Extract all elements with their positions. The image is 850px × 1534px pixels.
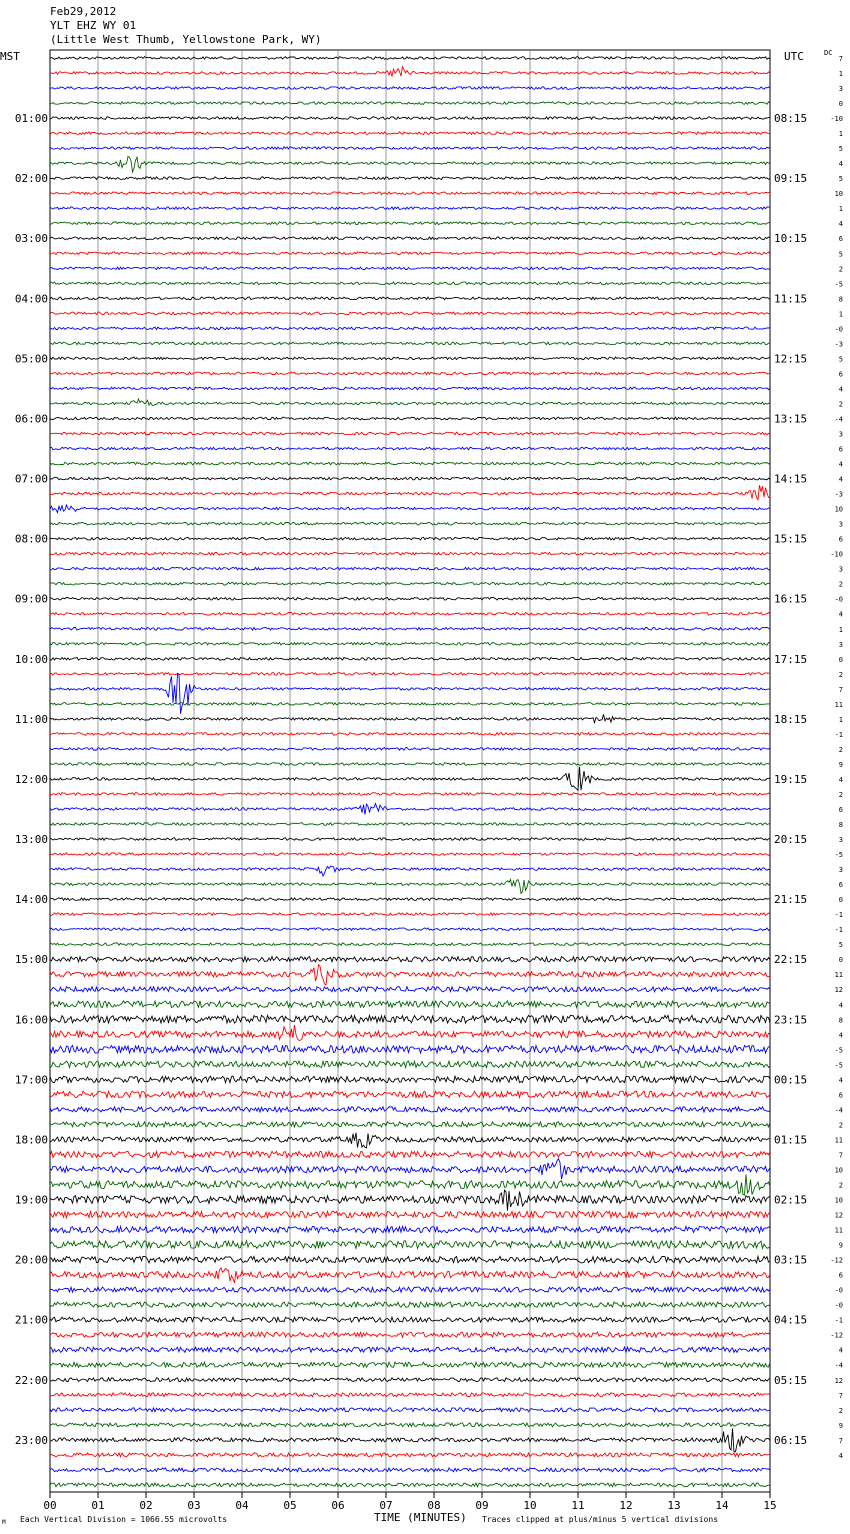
seismic-trace <box>50 102 770 105</box>
hour-label-left: 02:00 <box>14 172 48 186</box>
dc-offset-label: 5 <box>838 941 843 950</box>
seismic-trace <box>50 965 770 985</box>
seismic-trace <box>50 372 770 375</box>
seismic-trace <box>50 1453 770 1457</box>
seismic-trace <box>50 748 770 751</box>
seismic-trace <box>50 628 770 631</box>
seismic-trace <box>50 1175 770 1196</box>
x-axis-label: TIME (MINUTES) <box>374 1511 467 1524</box>
dc-offset-label: 4 <box>838 460 843 469</box>
seismic-trace <box>50 156 770 172</box>
dc-offset-label: 11 <box>834 700 843 709</box>
seismic-trace <box>50 658 770 661</box>
seismic-trace <box>50 643 770 646</box>
seismic-trace <box>50 1332 770 1337</box>
dc-offset-label: 6 <box>838 535 843 544</box>
dc-offset-label: 5 <box>838 355 843 364</box>
seismic-trace <box>50 673 770 676</box>
dc-offset-label: 4 <box>838 475 843 484</box>
seismic-trace <box>50 1256 770 1262</box>
seismic-trace <box>50 1241 770 1249</box>
dc-offset-label: 6 <box>838 235 843 244</box>
seismic-trace <box>50 522 770 525</box>
x-tick-label: 08 <box>427 1499 441 1512</box>
left-timezone-label: MST <box>0 50 20 63</box>
seismic-trace <box>50 1483 770 1487</box>
dc-offset-label: -5 <box>834 280 843 289</box>
seismic-trace <box>50 823 770 826</box>
seismic-trace <box>50 1287 770 1292</box>
x-tick-label: 02 <box>139 1499 153 1512</box>
dc-offset-label: 0 <box>838 956 843 965</box>
right-timezone-label: UTC <box>784 50 804 63</box>
hour-label-left: 20:00 <box>14 1253 48 1267</box>
x-tick-label: 14 <box>715 1499 729 1512</box>
dc-offset-label: 3 <box>838 836 843 845</box>
dc-offset-label: 2 <box>838 1121 843 1130</box>
dc-offset-label: 2 <box>838 745 843 754</box>
hour-label-right: 08:15 <box>774 112 808 126</box>
dc-offset-label: 2 <box>838 790 843 799</box>
seismic-trace <box>50 913 770 916</box>
hour-label-right: 03:15 <box>774 1253 808 1267</box>
dc-offset-label: 5 <box>838 250 843 259</box>
seismic-trace <box>50 1190 770 1210</box>
seismic-trace <box>50 898 770 901</box>
hour-label-left: 10:00 <box>14 652 48 666</box>
seismic-trace <box>50 1107 770 1112</box>
hour-label-right: 00:15 <box>774 1073 808 1087</box>
dc-offset-label: 3 <box>838 866 843 875</box>
hour-label-right: 11:15 <box>774 292 808 306</box>
hour-label-right: 10:15 <box>774 232 808 246</box>
seismic-trace <box>50 943 770 946</box>
dc-offset-label: 7 <box>838 55 843 63</box>
seismic-trace <box>50 177 770 180</box>
dc-offset-label: 6 <box>838 370 843 379</box>
hour-label-left: 13:00 <box>14 833 48 847</box>
seismic-trace <box>50 928 770 931</box>
dc-offset-label: 0 <box>838 655 843 664</box>
dc-offset-label: -12 <box>830 1256 843 1265</box>
seismic-trace <box>50 1045 770 1053</box>
dc-offset-label: 3 <box>838 520 843 529</box>
dc-offset-label: 4 <box>838 385 843 394</box>
x-tick-label: 09 <box>475 1499 489 1512</box>
seismic-trace <box>50 192 770 195</box>
dc-offset-label: 6 <box>838 1271 843 1280</box>
seismic-trace <box>50 1061 770 1068</box>
seismic-trace <box>50 1362 770 1367</box>
seismic-trace <box>50 417 770 420</box>
dc-offset-label: 2 <box>838 670 843 679</box>
hour-label-right: 05:15 <box>774 1373 808 1387</box>
seismic-trace <box>50 1428 770 1452</box>
dc-offset-label: 3 <box>838 85 843 94</box>
dc-offset-label: 4 <box>838 775 843 784</box>
hour-label-left: 03:00 <box>14 232 48 246</box>
seismic-trace <box>50 252 770 255</box>
hour-label-right: 12:15 <box>774 352 808 366</box>
seismic-trace <box>50 222 770 225</box>
dc-offset-label: 7 <box>838 685 843 694</box>
scale-note: Each Vertical Division = 1066.55 microvolts <box>20 1515 228 1524</box>
dc-offset-label: 10 <box>834 505 843 514</box>
hour-label-right: 02:15 <box>774 1193 808 1207</box>
seismic-trace <box>50 147 770 150</box>
dc-offset-label: 8 <box>838 1016 843 1025</box>
hour-label-left: 14:00 <box>14 893 48 907</box>
seismic-trace <box>50 297 770 300</box>
station-location: (Little West Thumb, Yellowstone Park, WY) <box>50 33 322 46</box>
dc-offset-label: 7 <box>838 1391 843 1400</box>
dc-offset-label: 6 <box>838 1091 843 1100</box>
dc-offset-label: -4 <box>834 1106 843 1115</box>
seismic-trace <box>50 485 770 499</box>
dc-offset-label: 2 <box>838 580 843 589</box>
dc-offset-label: 1 <box>838 130 843 139</box>
dc-offset-label: -5 <box>834 1061 843 1070</box>
hour-label-left: 06:00 <box>14 412 48 426</box>
hour-label-right: 04:15 <box>774 1313 808 1327</box>
hour-label-left: 05:00 <box>14 352 48 366</box>
dc-offset-label: -5 <box>834 1046 843 1055</box>
hour-label-right: 09:15 <box>774 172 808 186</box>
dc-offset-label: -4 <box>834 1361 843 1370</box>
dc-offset-label: 1 <box>838 205 843 214</box>
x-tick-label: 05 <box>283 1499 297 1512</box>
dc-offset-label: 4 <box>838 1031 843 1040</box>
dc-offset-label: 11 <box>834 971 843 980</box>
dc-offset-label: 1 <box>838 625 843 634</box>
hour-label-right: 22:15 <box>774 953 808 967</box>
seismic-trace <box>50 387 770 390</box>
dc-offset-label: 11 <box>834 1136 843 1145</box>
hour-label-left: 18:00 <box>14 1133 48 1147</box>
hour-label-right: 13:15 <box>774 412 808 426</box>
dc-offset-label: 1 <box>838 310 843 319</box>
dc-offset-label: -0 <box>834 325 843 334</box>
x-tick-label: 01 <box>91 1499 105 1512</box>
seismic-trace <box>50 57 770 60</box>
dc-offset-label: -3 <box>834 340 843 349</box>
dc-offset-label: 0 <box>838 896 843 905</box>
dc-offset-label: 7 <box>838 1436 843 1445</box>
seismic-trace <box>50 567 770 570</box>
dc-offset-label: 4 <box>838 610 843 619</box>
dc-offset-label: 10 <box>834 190 843 199</box>
seismic-trace <box>50 1393 770 1397</box>
seismic-trace <box>50 537 770 540</box>
seismic-trace <box>50 1226 770 1233</box>
seismic-trace <box>50 505 770 512</box>
hour-label-left: 22:00 <box>14 1373 48 1387</box>
x-tick-label: 06 <box>331 1499 345 1512</box>
seismic-trace <box>50 342 770 345</box>
seismic-trace <box>50 67 770 76</box>
seismic-trace <box>50 132 770 135</box>
seismic-trace <box>50 552 770 555</box>
station-code: YLT EHZ WY 01 <box>50 19 137 32</box>
dc-offset-label: 11 <box>834 1226 843 1235</box>
hour-label-left: 04:00 <box>14 292 48 306</box>
hour-label-right: 01:15 <box>774 1133 808 1147</box>
dc-offset-label: -1 <box>834 926 843 935</box>
dc-offset-label: 12 <box>834 1376 843 1385</box>
x-tick-label: 00 <box>43 1499 57 1512</box>
dc-offset-label: 4 <box>838 1451 843 1460</box>
dc-offset-label: 4 <box>838 220 843 229</box>
seismic-trace <box>50 1317 770 1322</box>
seismic-trace <box>50 674 770 714</box>
dc-offset-label: 8 <box>838 821 843 830</box>
dc-offset-label: 9 <box>838 1241 843 1250</box>
hour-label-left: 09:00 <box>14 592 48 606</box>
seismic-trace <box>50 733 770 736</box>
seismic-trace <box>50 793 770 796</box>
x-tick-label: 10 <box>523 1499 537 1512</box>
hour-label-left: 19:00 <box>14 1193 48 1207</box>
hour-label-left: 15:00 <box>14 953 48 967</box>
seismic-trace <box>50 207 770 210</box>
dc-offset-label: 12 <box>834 986 843 995</box>
x-tick-label: 11 <box>571 1499 585 1512</box>
seismic-trace <box>50 1025 770 1041</box>
seismic-trace <box>50 477 770 480</box>
seismic-trace <box>50 1378 770 1382</box>
hour-label-left: 07:00 <box>14 472 48 486</box>
dc-offset-label: 4 <box>838 160 843 169</box>
seismic-trace <box>50 957 770 962</box>
clip-note: Traces clipped at plus/minus 5 vertical divisions <box>482 1515 719 1524</box>
dc-offset-label: -0 <box>834 1301 843 1310</box>
x-tick-label: 15 <box>763 1499 777 1512</box>
dc-offset-label: -10 <box>830 550 843 559</box>
seismic-trace <box>50 399 770 406</box>
seismic-trace <box>50 1001 770 1008</box>
dc-offset-label: 3 <box>838 430 843 439</box>
dc-offset-label: 3 <box>838 565 843 574</box>
seismic-trace <box>50 612 770 615</box>
dc-offset-label: 5 <box>838 175 843 184</box>
dc-offset-label: 2 <box>838 265 843 274</box>
hour-label-left: 21:00 <box>14 1313 48 1327</box>
plot-frame <box>50 50 770 1492</box>
seismic-trace <box>50 1122 770 1127</box>
dc-offset-label: 10 <box>834 1166 843 1175</box>
hour-label-left: 12:00 <box>14 772 48 786</box>
dc-column-header: DC <box>824 49 833 57</box>
seismic-trace <box>50 267 770 270</box>
seismic-trace <box>50 582 770 585</box>
dc-offset-label: 1 <box>838 715 843 724</box>
dc-offset-label: 6 <box>838 881 843 890</box>
seismic-trace <box>50 327 770 330</box>
hour-label-left: 01:00 <box>14 112 48 126</box>
hour-label-right: 18:15 <box>774 712 808 726</box>
seismic-trace <box>50 1076 770 1083</box>
dc-offset-label: -12 <box>830 1331 843 1340</box>
hour-label-right: 23:15 <box>774 1013 808 1027</box>
dc-offset-label: 2 <box>838 1181 843 1190</box>
seismic-trace <box>50 432 770 435</box>
hour-label-right: 17:15 <box>774 652 808 666</box>
seismic-trace <box>50 237 770 240</box>
seismic-trace <box>50 703 770 706</box>
hour-label-left: 23:00 <box>14 1433 48 1447</box>
seismic-trace <box>50 1159 770 1179</box>
dc-offset-label: -4 <box>834 415 843 424</box>
seismic-trace <box>50 462 770 465</box>
dc-offset-label: 2 <box>838 400 843 409</box>
dc-offset-label: 3 <box>838 640 843 649</box>
hour-label-right: 20:15 <box>774 833 808 847</box>
hour-label-left: 16:00 <box>14 1013 48 1027</box>
seismic-trace <box>50 312 770 315</box>
x-tick-label: 12 <box>619 1499 633 1512</box>
x-tick-label: 03 <box>187 1499 201 1512</box>
seismic-trace <box>50 1015 770 1023</box>
seismic-trace <box>50 763 770 766</box>
seismic-trace <box>50 282 770 285</box>
seismic-trace <box>50 1151 770 1157</box>
seismic-trace <box>50 1133 770 1148</box>
hour-label-right: 21:15 <box>774 893 808 907</box>
dc-offset-label: 4 <box>838 1346 843 1355</box>
seismic-trace <box>50 1268 770 1283</box>
x-tick-label: 13 <box>667 1499 681 1512</box>
seismic-trace <box>50 853 770 856</box>
hour-label-left: 08:00 <box>14 532 48 546</box>
seismic-trace <box>50 804 770 815</box>
dc-offset-label: 9 <box>838 760 843 769</box>
seismic-trace <box>50 866 770 876</box>
dc-offset-label: 0 <box>838 100 843 109</box>
seismic-trace <box>50 714 770 722</box>
dc-offset-label: -1 <box>834 1316 843 1325</box>
dc-offset-label: 5 <box>838 145 843 154</box>
hour-label-right: 14:15 <box>774 472 808 486</box>
seismic-trace <box>50 1302 770 1307</box>
seismic-trace <box>50 597 770 600</box>
seismic-trace <box>50 1408 770 1412</box>
dc-offset-label: -10 <box>830 115 843 124</box>
corner-mark: M <box>2 1519 6 1526</box>
dc-offset-label: -1 <box>834 730 843 739</box>
seismic-trace <box>50 1423 770 1427</box>
seismic-trace <box>50 117 770 120</box>
seismic-trace <box>50 447 770 450</box>
plot-date: Feb29,2012 <box>50 5 117 18</box>
dc-offset-label: 4 <box>838 1076 843 1085</box>
dc-offset-label: 6 <box>838 806 843 814</box>
seismic-trace <box>50 1211 770 1217</box>
hour-label-left: 11:00 <box>14 712 48 726</box>
seismic-trace <box>50 1347 770 1352</box>
dc-offset-label: -0 <box>834 595 843 604</box>
dc-offset-label: 10 <box>834 1196 843 1205</box>
dc-offset-label: 4 <box>838 1001 843 1010</box>
x-tick-label: 07 <box>379 1499 393 1512</box>
seismic-trace <box>50 879 770 893</box>
seismic-trace <box>50 1091 770 1098</box>
hour-label-right: 19:15 <box>774 772 808 786</box>
seismic-trace <box>50 357 770 360</box>
seismic-trace <box>50 987 770 992</box>
seismic-trace <box>50 767 770 790</box>
dc-offset-label: 1 <box>838 70 843 79</box>
seismic-trace <box>50 1468 770 1472</box>
dc-offset-label: -3 <box>834 490 843 499</box>
hour-label-right: 06:15 <box>774 1433 808 1447</box>
dc-offset-label: -0 <box>834 1286 843 1295</box>
dc-offset-label: 2 <box>838 1406 843 1415</box>
seismic-trace <box>50 87 770 90</box>
x-tick-label: 04 <box>235 1499 249 1512</box>
dc-offset-label: -1 <box>834 911 843 920</box>
hour-label-right: 16:15 <box>774 592 808 606</box>
dc-offset-label: 9 <box>838 1421 843 1430</box>
dc-offset-label: 8 <box>838 295 843 304</box>
dc-offset-label: 6 <box>838 445 843 454</box>
dc-offset-label: 7 <box>838 1151 843 1160</box>
seismic-trace <box>50 838 770 841</box>
hour-label-left: 17:00 <box>14 1073 48 1087</box>
hour-label-right: 15:15 <box>774 532 808 546</box>
dc-offset-label: -5 <box>834 851 843 860</box>
dc-offset-label: 12 <box>834 1211 843 1220</box>
